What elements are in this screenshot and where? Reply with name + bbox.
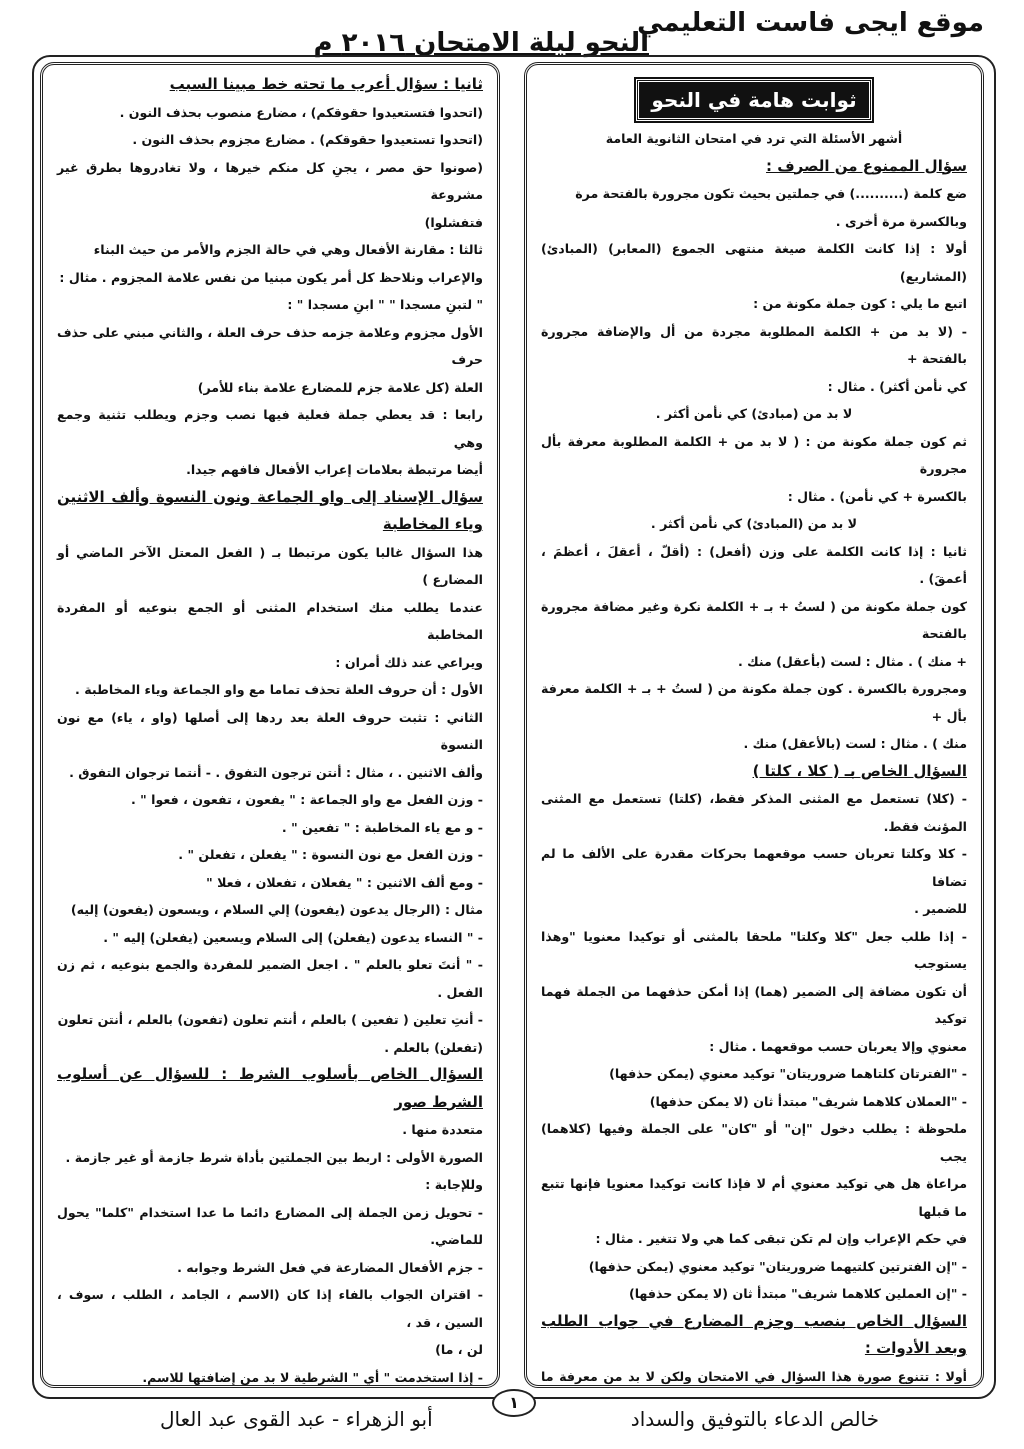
text-line: ملحوظة : يطلب دخول "إن" أو "كان" على الجملة وفيها (كلاهما) يجب <box>541 1121 967 1164</box>
text-line: - " أنتَ تعلو بالعلم " . اجعل الضمير للمفردة والجمع بنوعيه ، ثم زن الفعل . <box>57 957 483 1000</box>
text-line: كي نأمن أكثر) . مثال : <box>827 378 967 394</box>
text-line: وبالكسرة مرة أخرى . <box>835 213 967 229</box>
text-line: في حكم الإعراب وإن لم تكن تبقى كما هي ولا تتغير . مثال : <box>595 1231 967 1246</box>
text-line: (اتحدوا تستعيدوا حقوقكم) . مضارع مجزوم بحذف النون . <box>132 132 483 147</box>
left-column <box>40 62 500 1388</box>
text-line: متعددة منها . <box>402 1122 483 1137</box>
text-line: - تحويل زمن الجملة إلى المضارع دائما ما عدا استخدام "كلما" يحول للماضي. <box>57 1204 483 1247</box>
text-line: عندما يطلب منك استخدام المثنى أو الجمع بنوعيه أو المفردة المخاطبة <box>57 599 483 642</box>
text-line: العلة (كل علامة جزم للمضارع علامة بناء للأمر) <box>197 379 483 395</box>
right-column <box>524 62 984 1388</box>
text-line: للضمير . <box>914 901 967 916</box>
text-line: - "إن العملين كلاهما شريف" مبتدأ ثان (لا يمكن حذفها) <box>628 1286 967 1301</box>
text-line: (صونوا حق مصر ، يجنِ كل منكم خيرها ، ولا تغادروها بطرق غير مشروعة <box>57 159 483 202</box>
text-line: (اتحدوا فتستعيدوا حقوقكم) ، مضارع منصوب بحذف النون . <box>119 104 483 120</box>
text-line: - وزن الفعل مع واو الجماعة : " يفعون ، تفعون ، فعوا " . <box>131 792 483 807</box>
text-line: الصورة الأولى : اربط بين الجملتين بأداة شرط جازمة أو غير جازمة . <box>65 1149 483 1165</box>
text-line: - (كلا) تستعمل مع المثنى المذكر فقط، (كلتا) تستعمل مع المثنى المؤنث فقط. <box>541 791 967 834</box>
text-line: فتفشلوا) <box>424 214 483 230</box>
text-line: " لتبنِ مسجدا " " ابنِ مسجدا " : <box>287 297 483 312</box>
text-line: اتبع ما يلي : كون جملة مكونة من : <box>753 296 967 311</box>
text-line: مثال : (الرجال يدعون (يفعون) إلي السلام ، ويسعون (يفعون) إليه) <box>70 902 483 917</box>
text-line: كون جملة مكونة من ( لستُ + بـ + الكلمة نكرة وغير مضافة مجرورة بالفتحة <box>541 598 967 641</box>
text-line: - "العملان كلاهما شريف" مبتدأ ثان (لا يمكن حذفها) <box>649 1093 967 1109</box>
right-column-text <box>541 125 967 1388</box>
text-line: - جزم الأفعال المضارعة في فعل الشرط وجوابه . <box>177 1259 483 1275</box>
text-line: أولا : إذا كانت الكلمة صيغة منتهى الجموع (المعابر) (المبادئ) (المشاريع) <box>541 241 967 284</box>
site-title: موقع ايجى فاست التعليمي <box>637 8 984 38</box>
text-line: بالكسرة + كي نأمن) . مثال : <box>787 488 967 504</box>
text-line: السؤال الخاص بأسلوب الشرط : للسؤال عن أسلوب الشرط صور <box>57 1065 483 1111</box>
text-line: سؤال الإسناد إلى واو الجماعة ونون النسوة وألف الاثنين وياء المخاطبة <box>57 487 483 533</box>
text-line: - اقتران الجواب بالفاء إذا كان (الاسم ، الجامد ، الطلب ، سوف ، السين ، قد ، <box>57 1287 483 1330</box>
text-line: سؤال الممنوع من الصرف : <box>766 156 967 175</box>
text-line: الأول : أن حروف العلة تحذف تماما مع واو الجماعة وياء المخاطبة . <box>75 682 483 697</box>
text-line: - ومع ألف الاثنين : " يفعلان ، تفعلان ، فعلا " <box>206 874 483 890</box>
text-line: - إذا طلب جعل "كلا وكلتا" ملحقا بالمثنى أو توكيدا معنويا "وهذا يستوجب <box>541 928 967 971</box>
text-line: ثانيا : إذا كانت الكلمة على وزن (أفعل) : (أقلّ ، أعقلَ ، أعظمَ ، أعمقَ) . <box>541 543 967 586</box>
text-line: لن ، ما) <box>435 1342 483 1357</box>
text-line: مراعاة هل هي توكيد معنوي أم لا فإذا كانت توكيدا معنويا فإنها تتبع ما قبلها <box>541 1176 967 1219</box>
text-line: منك ) . مثال : لست (بالأعقل) منك . <box>743 736 967 751</box>
text-line: الثاني : تثبت حروف العلة بعد ردها إلى أصلها (واو ، ياء) مع نون النسوة <box>57 709 483 752</box>
section-title-box: ثوابت هامة في النحو <box>636 79 872 121</box>
text-line: وألف الاثنين . ، مثال : أنتن ترجون التفوق . - أنتما ترجوان التفوق . <box>69 764 483 780</box>
text-line: معنوي وإلا يعربان حسب موقعهما . مثال : <box>709 1038 967 1054</box>
page-number: ١ <box>492 1389 536 1417</box>
text-line: ضع كلمة (..........) في جملتين بحيث تكون مجرورة بالفتحة مرة <box>575 186 967 201</box>
text-line: - إذا استخدمت " أي " الشرطية لا بد من إضافتها للاسم. <box>142 1369 483 1385</box>
text-line: ثم كون جملة مكونة من : ( لا بد من + الكلمة المطلوبة معرفة بأل مجرورة <box>541 433 967 476</box>
text-line: والإعراب ونلاحظ كل أمر يكون مبنيا من نفس علامة المجزوم . مثال : <box>59 269 483 285</box>
text-line: لا بد من (مبادئ) كي نأمن أكثر . <box>655 406 853 421</box>
footer-dua: خالص الدعاء بالتوفيق والسداد <box>630 1407 879 1431</box>
text-line: ومجرورة بالكسرة . كون جملة مكونة من ( لستُ + بـ + الكلمة معرفة بأل + <box>541 681 967 724</box>
text-line: أيضا مرتبطة بعلامات إعراب الأفعال فافهم جيدا. <box>186 462 483 477</box>
left-column-text <box>57 71 483 1388</box>
text-line: - "الفترتان كلتاهما ضروريتان" توكيد معنوي (يمكن حذفها) <box>609 1066 967 1081</box>
text-line: - (لا بد من + الكلمة المطلوبة مجردة من أل والإضافة مجرورة بالفتحة + <box>541 323 967 366</box>
text-line: هذا السؤال غالبا يكون مرتبطا بـ ( الفعل المعتل الآخر الماضي أو المضارع ) <box>57 544 483 587</box>
text-line: + منك ) . مثال : لست (بأعقل) منك . <box>737 653 967 669</box>
text-line: - " النساء يدعون (يفعلن) إلى السلام ويسعين (يفعلن) إليه " . <box>103 929 483 945</box>
text-line: أن تكون مضافة إلى الضمير (هما) إذا أمكن حذفهما من الجملة فهما توكيد <box>541 983 967 1026</box>
text-line: - أنتِ تعلين ( تفعين ) بالعلم ، أنتم تعلون (تفعون) بالعلم ، أنتن تعلون <box>57 1012 483 1027</box>
text-line: ويراعي عند ذلك أمران : <box>335 654 483 670</box>
footer-author: أبو الزهراء - عبد القوى عبد العال <box>160 1407 433 1431</box>
text-line: أولا : تتنوع صورة هذا السؤال في الامتحان ولكن لا بد من معرفة ما <box>541 1368 967 1384</box>
text-line: السؤال الخاص بـ ( كلا ، كلتا ) <box>752 761 967 780</box>
text-line: ثانيا : سؤال أعرب ما تحته خط مبينا السبب <box>169 75 483 93</box>
text-line: الأول مجزوم وعلامة جزمه حذف حرف العلة ، والثاني مبني على حذف حرف <box>57 324 483 367</box>
text-line: رابعا : قد يعطي جملة فعلية فيها نصب وجزم ويطلب تثنية وجمع وهي <box>57 407 483 450</box>
text-line: السؤال الخاص بنصب وجزم المضارع في جواب الطلب وبعد الأدوات : <box>541 1311 967 1357</box>
text-line: ثالثا : مقارنة الأفعال وهي في حالة الجزم والأمر من حيث البناء <box>93 242 483 257</box>
text-line: أشهر الأسئلة التي ترد في امتحان الثانوية العامة <box>605 131 903 146</box>
text-line: - وزن الفعل مع نون النسوة : " يفعلن ، تفعلن " . <box>178 847 483 862</box>
text-line: وللإجابة : <box>425 1177 483 1192</box>
text-line: - و مع ياء المخاطبة : " تفعين " . <box>281 819 483 835</box>
text-line: لا بد من (المبادئ) كي نأمن أكثر . <box>650 516 858 531</box>
document-title: النحو ليلة الامتحان ٢٠١٦ م <box>313 28 649 58</box>
text-line: - كلا وكلتا تعربان حسب موقعهما بحركات مقدرة على الألف ما لم تضافا <box>541 846 967 889</box>
text-line: - "إن الفترتين كلتيهما ضروريتان" توكيد معنوي (يمكن حذفها) <box>588 1258 967 1274</box>
text-line: (تفعلن) بالعلم . <box>384 1039 483 1055</box>
